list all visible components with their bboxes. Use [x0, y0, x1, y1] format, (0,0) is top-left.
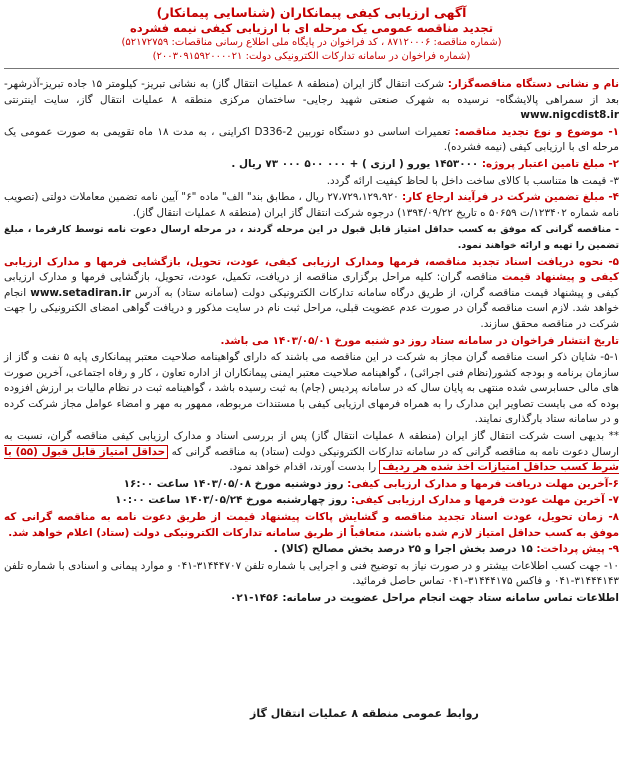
- documents-text-a: مناقصه گران: کلیه مراحل برگزاری مناقصه از دریافت، تکمیل، عودت، تحویل، بازگشایی فرمها و مدارک ارزیابی کیفی و پیشنهاد قیمت مناقصه گران، از طریق درگاه سامانه تدارکات الکترونیکی دولت (سامانه ستاد) به آدرس: [4, 271, 619, 299]
- deadline-return-label: ۷- آخرین مهلت عودت فرمها و مدارک ارزیابی کیفی:: [351, 494, 619, 507]
- min-score-highlight: حداقل امتیاز قابل قبول (۵۵) با شرط کسب حداقل امتیازات اخذ شده هر ردیف: [4, 445, 619, 474]
- guarantee-note: - مناقصه گرانی که موفق به کسب حداقل امتیاز قابل قبول در این مرحله گردند ، در مرحله ارسال دعوت نامه توسط کارفرما ، مبلغ تضمین را تهیه و ارائه خواهند نمود.: [4, 224, 619, 251]
- section-2-budget: [4, 157, 619, 173]
- notice-title: آگهی ارزیابی کیفی پیمانکاران (شناسایی پیمانکار): [156, 5, 467, 20]
- guarantee-text: ۲۷،۷۲۹،۱۲۹،۹۲۰ ریال ، مطابق بند" الف" ماده "۶" آیین نامه تضمین معاملات دولتی (تصویب نامه شماره ۱۲۳۴۰۲/ت ۵۰۶۵۹ ه تاریخ ۱۳۹۴/۰۹/۲۲) درجوه شرکت انتقال گاز ایران (منطقه ۸ عملیات انتقال گاز).: [4, 191, 619, 219]
- setad-website-link[interactable]: www.setadiran.ir: [30, 286, 131, 299]
- section-10-contact: ۱۰- جهت کسب اطلاعات بیشتر و در صورت نیاز به توضیح فنی و اجرایی با شماره تلفن ۳۱۴۴۴۷۰۷-۰۴۱ و موارد پیمانی و اسنادی با شماره تلفن ۳۱۴۴۴۱۴۳-۰۴۱ و فاکس ۳۱۴۴۴۱۷۵-۰۴۱ تماس حاصل فرمائید.: [4, 559, 619, 588]
- setad-contact-info: اطلاعات تماس سامانه ستاد جهت انجام مراحل عضویت در سامانه: ۱۴۵۶-۰۲۱: [230, 592, 619, 604]
- tender-number-line: (شماره مناقصه: ۸۷۱۲۰۰۰۶ ، کد فراخوان در پایگاه ملی اطلاع رسانی مناقصات: ۵۲۱۷۲۷۵۹): [121, 37, 502, 48]
- budget-text: ۱۴۵۳۰۰۰ یورو ( ارزی ) + ۰۰۰ ۵۰۰ ۰۰۰ ۷۳ ریال .: [231, 157, 482, 170]
- setad-number-line: (شماره فراخوان در سامانه تدارکات الکترونیکی دولت: ۲۰۰۳۰۹۱۵۹۲۰۰۰۰۲۱): [152, 51, 471, 62]
- prepayment-label: ۹- پیش پرداخت:: [536, 543, 619, 556]
- organizer-text: شرکت انتقال گاز ایران (منطقه ۸ عملیات انتقال گاز) به نشانی تبریز- کیلومتر ۱۵ جاده تبریز-آذرشهر- بعد از سمراهی پالایشگاه- نرسیده به شهرک صنعتی شهید رجایی- ساختمان مرکزی منطقه ۸ عملیات انتقال گاز، سایت اینترنتی: [4, 78, 619, 106]
- star-note-text-a: ** بدیهی است شرکت انتقال گاز ایران (منطقه ۸ عملیات انتقال گاز) پس از بررسی اسناد و مدارک ارزیابی کیفی مناقصه گران، نسبت به ارسال دعوت نامه به مناقصه گرانی که در سامانه تدارکات الکترونیکی دولت (ستاد) به مناقصه گرانی که: [4, 430, 619, 458]
- section-4-guarantee: [4, 190, 619, 221]
- notice-header: [4, 4, 619, 64]
- section-7-deadline: [4, 493, 619, 509]
- section-3-prices: [4, 174, 619, 190]
- section-5-1-qualifications: ۵-۱- شایان ذکر است مناقصه گران مجاز به شرکت در این مناقصه می باشند که دارای گواهینامه صلاحیت معتبر پیمانکاری پایه ۵ نفت و گاز از سازمان برنامه و بودجه کشور(نظام فنی اجرائی) ، گواهینامه صلاحیت معتبر ایمنی پیمانکاران از اداره تعاون ، کار و رفاه اجتماعی، آخرین صورت های مالی حسابرسی شده منتهی به پایان سال که در سامانه پردیس (جام) به ثبت رسیده باشد ، گواهینامه ثبت در نظام مالیات بر ارزش افزوده بوده که می بایست تصاویر این مدارک را به همراه فرمهای ارزیابی کیفی با مستندات مربوطه، ممهور به مهر و امضاء عوامل مجاز شرکت کرده و در سامانه ستاد بارگذاری نمایند.: [4, 351, 619, 426]
- deadline-return-text: روز چهارشنبه مورخ ۱۴۰۳/۰۵/۲۴ ساعت ۱۰:۰۰: [115, 494, 351, 507]
- deadline-receive-text: روز دوشنبه مورخ ۱۴۰۳/۰۵/۰۸ ساعت ۱۶:۰۰: [123, 477, 348, 490]
- documents-label: ۵- نحوه دریافت اسناد تجدید مناقصه، فرمها ومدارک ارزیابی کیفی، عودت، تحویل، بازگشایی فرمها و مدارک ارزیابی کیفی و پیشنهاد قیمت: [4, 255, 619, 284]
- notice-subtitle: تجدید مناقصه عمومی یک مرحله ای با ارزیابی کیفی نیمه فشرده: [129, 21, 494, 35]
- section-organizer: [4, 77, 619, 124]
- guarantee-label: ۴- مبلغ تضمین شرکت در فرآیند ارجاع کار:: [402, 191, 620, 204]
- budget-label: ۲- مبلغ تامین اعتبار پروژه:: [481, 157, 619, 170]
- section-star-note: [4, 429, 619, 476]
- organizer-label: نام و نشانی دستگاه مناقصه‌گزار:: [447, 78, 619, 90]
- section-6-deadline: [4, 477, 619, 493]
- organizer-website-link[interactable]: www.nigcdist8.ir: [520, 109, 619, 122]
- tender-notice: [4, 4, 619, 608]
- star-note-text-b: را بدست آورند، اقدام خواهد نمود.: [229, 461, 380, 474]
- section-8-opening: ۸- زمان تحویل، عودت اسناد تجدید مناقصه و گشایش پاکات پیشنهاد قیمت از طریق دعوت نامه به مناقصه گرانی که موفق به کسب حداقل امتیاز لازم شده باشند، متعاقباً از طریق سامانه تدارکات الکترونیکی دولت (ستاد) اعلام خواهد شد.: [4, 511, 619, 539]
- subject-text: تعمیرات اساسی دو دستگاه توربین D336-2 اکراینی ، به مدت ۱۸ ماه تقویمی به صورت عمومی یک مرحله ای با ارزیابی کیفی (نیمه فشرده).: [4, 125, 619, 154]
- prepayment-text: ۱۵ درصد بخش اجرا و ۲۵ درصد بخش مصالح (کالا) .: [273, 543, 537, 556]
- public-relations-signature: روابط عمومی منطقه ۸ عملیات انتقال گاز: [250, 707, 479, 720]
- documents-text-b: انجام خواهد شد. لازم است مناقصه گران در صورت عدم عضویت قبلی، مراحل ثبت نام در سایت مذکور و دریافت گواهی امضای الکترونیکی را جهت شرکت در مناقصه محقق سازند.: [4, 286, 619, 330]
- notice-body: [4, 77, 619, 607]
- subject-label: ۱- موضوع و نوع تجدید مناقصه:: [454, 125, 620, 138]
- section-1-subject: [4, 125, 619, 156]
- header-divider: [4, 68, 619, 69]
- deadline-receive-label: ۶-آخرین مهلت دریافت فرمها و مدارک ارزیابی کیفی:: [347, 477, 619, 490]
- section-9-prepayment: [4, 542, 619, 558]
- section-5-documents: [4, 255, 619, 333]
- prices-text: ۳- قیمت ها متناسب با کالای ساخت داخل با لحاظ کیفیت ارائه گردد.: [326, 174, 619, 187]
- release-date: تاریخ انتشار فراخوان در سامانه ستاد روز دو شنبه مورخ ۱۴۰۳/۰۵/۰۱ می باشد.: [220, 334, 619, 347]
